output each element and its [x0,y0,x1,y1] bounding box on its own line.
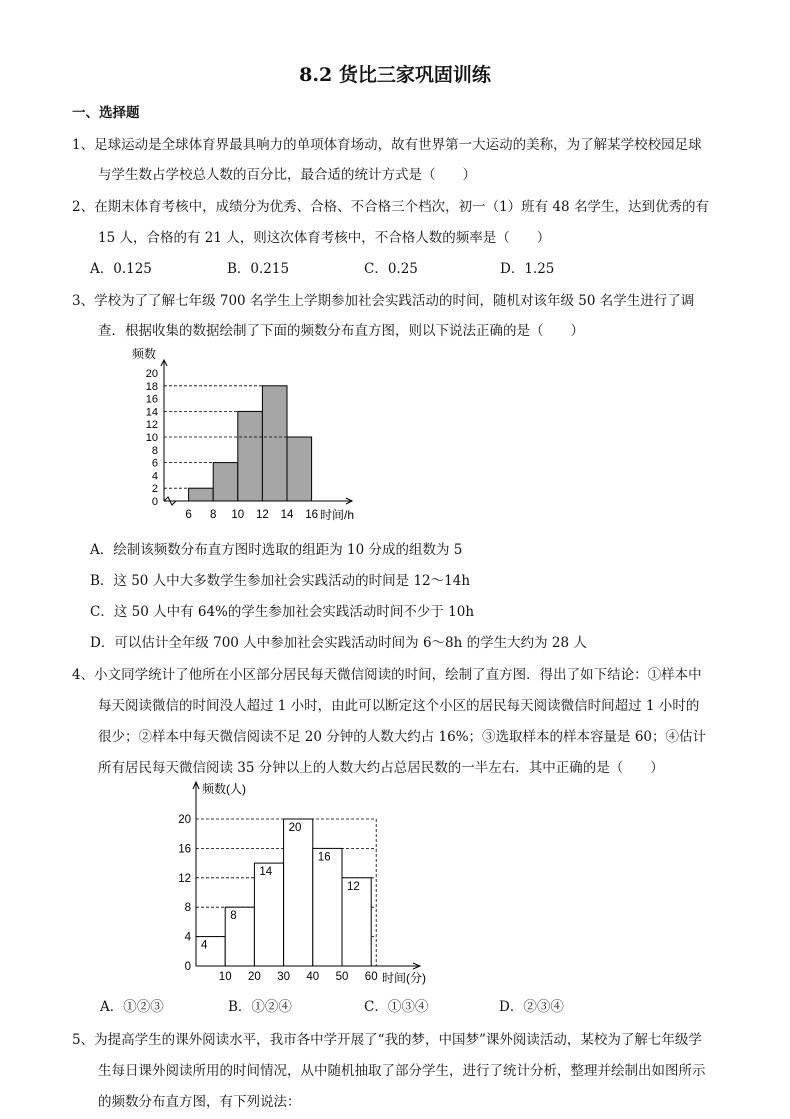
x-axis-label: 时间/h [320,508,355,522]
y-tick-label: 2 [151,483,158,496]
x-tick-label: 14 [280,509,294,521]
q4-line-3: 很少；②样本中每天微信阅读不足 20 分钟的人数大约占 16%；③选取样本的样本容量是 60；④估计 [98,729,707,745]
histogram-bar [313,848,342,966]
q1-line-1: 1、足球运动是全球体育界最具响力的单项体育场动，故有世界第一大运动的美称，为了解某学校校园足球 [72,137,702,153]
y-tick-label: 6 [151,457,158,470]
q2-option-a[interactable]: A．0.125 [90,261,152,277]
x-axis-label: 时间(分) [382,971,426,985]
histogram-bar [262,386,287,501]
histogram-bar [254,863,283,966]
q2-line-1: 2、在期末体育考核中，成绩分为优秀、合格、不合格三个档次，初一（1）班有 48 名学生，达到优秀的有 [72,199,709,215]
x-tick-label: 50 [335,971,349,983]
q2-option-d[interactable]: D．1.25 [500,261,555,277]
histogram-bar [189,488,214,501]
x-tick-label: 60 [364,971,378,983]
q2-option-b[interactable]: B．0.215 [227,261,290,277]
y-tick-label: 8 [184,902,191,915]
y-tick-label: 8 [151,444,158,457]
origin-label: 0 [184,961,191,973]
y-tick-label: 20 [145,368,158,380]
y-tick-label: 18 [145,380,158,393]
x-tick-label: 8 [209,509,217,521]
q4-line-4: 所有居民每天微信阅读 35 分钟以上的人数大约占总居民数的一半左右．其中正确的是（ ） [98,760,664,776]
x-tick-label: 10 [218,971,232,983]
q2-line-2: 15 人，合格的有 21 人，则这次体育考核中，不合格人数的频率是（ ） [98,230,551,246]
y-axis-label: 频数 [132,347,157,361]
q3-option-a[interactable]: A．绘制该频数分布直方图时选取的组距为 10 分成的组数为 5 [90,542,463,558]
q3-line-2: 查．根据收集的数据绘制了下面的频数分布直方图，则以下说法正确的是（ ） [98,323,584,339]
histogram-bar [238,411,263,501]
q5-line-1: 5、为提高学生的课外阅读水平，我市各中学开展了“我的梦，中国梦”课外阅读活动，某校为了解七年级学 [72,1032,702,1048]
y-tick-label: 12 [178,872,191,885]
x-tick-label: 10 [231,509,245,521]
bar-value-label: 14 [259,866,273,879]
x-tick-label: 40 [306,971,320,983]
section-heading: 一、选择题 [72,105,140,121]
bar-value-label: 8 [230,910,237,923]
y-tick-label: 4 [184,931,191,944]
y-tick-label: 16 [178,843,191,856]
y-tick-label: 14 [145,406,158,419]
x-tick-label: 12 [256,509,269,521]
q2-option-c[interactable]: C．0.25 [364,261,418,277]
q3-option-c[interactable]: C．这 50 人中有 64%的学生参加社会实践活动时间不少于 10h [90,604,475,620]
y-tick-label: 20 [178,814,191,826]
page-title: 8.2 货比三家巩固训练 [299,64,491,86]
histogram-chart-2 [170,776,440,991]
histogram-bar [213,463,238,501]
bar-value-label: 16 [317,851,331,864]
histogram-bar [287,437,312,501]
y-tick-label: 0 [151,496,158,508]
y-tick-label: 4 [151,470,158,483]
q3-option-d[interactable]: D．可以估计全年级 700 人中参加社会实践活动时间为 6～8h 的学生大约为 28 人 [90,635,587,651]
q4-option-d[interactable]: D．②③④ [499,999,564,1015]
q5-line-2: 生每日课外阅读所用的时间情况，从中随机抽取了部分学生，进行了统计分析，整理并绘制出如图所示 [98,1063,706,1079]
histogram-bar [284,819,313,966]
bar-value-label: 4 [201,939,208,952]
y-tick-label: 16 [145,393,158,406]
q4-option-b[interactable]: B．①②④ [228,999,292,1015]
q3-line-1: 3、学校为了了解七年级 700 名学生上学期参加社会实践活动的时间，随机对该年级 50 名学生进行了调 [72,293,695,309]
q5-line-3: 的频数分布直方图，有下列说法： [98,1094,301,1110]
histogram-chart-1 [120,340,370,530]
q4-option-c[interactable]: C．①③④ [364,999,429,1015]
q3-option-b[interactable]: B．这 50 人中大多数学生参加社会实践活动的时间是 12～14h [90,573,471,589]
bar-value-label: 20 [288,822,302,834]
y-axis-label: 频数(人) [202,782,246,796]
q4-line-1: 4、小文同学统计了他所在小区部分居民每天微信阅读的时间，绘制了直方图．得出了如下结论：①样本中 [72,667,702,683]
q4-line-2: 每天阅读微信的时间没人超过 1 小时，由此可以断定这个小区的居民每天阅读微信时间超过 1 小时的 [98,698,700,714]
y-tick-label: 12 [145,419,158,432]
x-tick-label: 30 [277,971,290,983]
x-tick-label: 16 [305,509,318,521]
x-tick-label: 20 [248,971,261,983]
q4-option-a[interactable]: A．①②③ [100,999,164,1015]
y-tick-label: 10 [145,432,158,444]
x-tick-label: 6 [185,509,192,521]
bar-value-label: 12 [347,880,360,893]
q1-line-2: 与学生数占学校总人数的百分比，最合适的统计方式是（ ） [98,167,476,183]
